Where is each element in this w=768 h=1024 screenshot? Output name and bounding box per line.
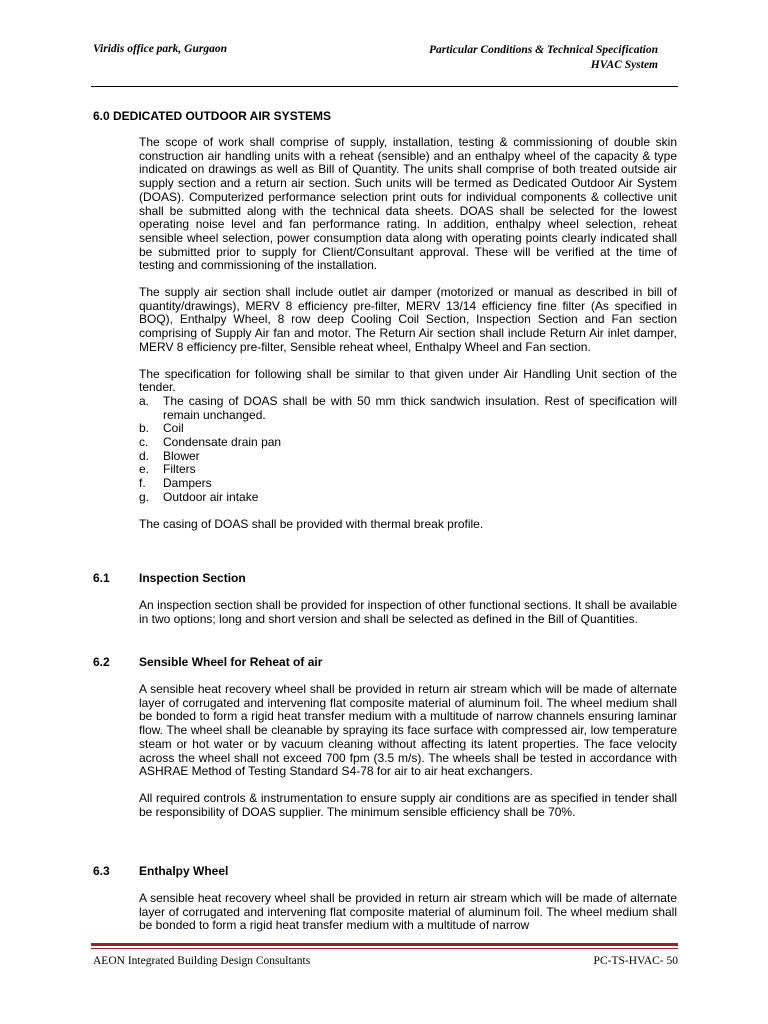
section-6-2-title: Sensible Wheel for Reheat of air — [139, 655, 323, 669]
list-item: f. Dampers — [139, 476, 212, 491]
header-right-line1: Particular Conditions & Technical Specification — [429, 44, 658, 56]
footer-rule-thin — [91, 948, 678, 949]
section-title: 6.0 DEDICATED OUTDOOR AIR SYSTEMS — [93, 109, 332, 123]
intro-paragraph-1: The scope of work shall comprise of supply, installation, testing & commissioning of double skin construction air handling units with a reheat (sensible) and an enthalpy wheel of the capacity & type indicated on drawings as well as Bill of Quantity. The units shall comprise of both treated outside air supply section and a return air section. Such units will be termed as Dedicated Outdoor Air System (DOAS). Computerized performance selection print outs for individual components & collective unit shall be submitted along with the technical data sheets. DOAS shall be selected for the lowest operating noise level and fan performance rating. In addition, enthalpy wheel selection, reheat sensible wheel selection, power consumption data along with operating points clearly indicated shall be submitted prior to supply for Client/Consultant approval. These will be verified at the time of testing and commissioning of the installation. — [139, 135, 677, 273]
section-6-1-paragraph: An inspection section shall be provided for inspection of other functional sections. It shall be available in two options; long and short version and shall be selected as defined in the Bill of Quantities. — [139, 598, 677, 626]
list-item: a. The casing of DOAS shall be with 50 mm thick sandwich insulation. Rest of specification will remain unchanged. — [139, 393, 677, 422]
header-project: Viridis office park, Gurgaon — [93, 43, 227, 55]
section-6-3-number: 6.3 — [93, 864, 110, 878]
footer-rule-thick — [91, 943, 678, 946]
section-6-3-title: Enthalpy Wheel — [139, 864, 229, 878]
intro-paragraph-3: The specification for following shall be similar to that given under Air Handling Unit section of the tender. — [139, 366, 677, 395]
section-6-1-title: Inspection Section — [139, 571, 246, 585]
section-6-1-number: 6.1 — [93, 571, 110, 585]
section-6-2-paragraph-1: A sensible heat recovery wheel shall be provided in return air stream which will be made of alternate layer of corrugated and intervening flat composite material of aluminum foil. The wheel medium shall be bonded to form a rigid heat transfer medium with a multitude of narrow channels ensuring laminar flow. The wheel shall be cleanable by spraying its face surface with compressed air, low temperature steam or hot water or by vacuum cleaning without affecting its latent properties. The face velocity across the wheel shall not exceed 700 fpm (3.5 m/s). The wheels shall be tested in accordance with ASHRAE Method of Testing Standard S4-78 for air to air heat exchangers. — [139, 682, 677, 779]
section-6-2-body — [139, 683, 677, 819]
footer-page-number: PC-TS-HVAC- 50 — [593, 955, 678, 967]
footer-company: AEON Integrated Building Design Consultants — [93, 955, 311, 967]
section-6-3-body — [139, 892, 677, 933]
header-document-title — [338, 43, 658, 73]
list-item: c. Condensate drain pan — [139, 435, 282, 450]
section-6-3-paragraph: A sensible heat recovery wheel shall be provided in return air stream which will be made of alternate layer of corrugated and intervening flat composite material of aluminum foil. The wheel medium shall be bonded to form a rigid heat transfer medium with a multitude of narrow — [139, 891, 677, 933]
section-6-2-number: 6.2 — [93, 655, 110, 669]
intro-paragraph-2: The supply air section shall include outlet air damper (motorized or manual as described in bill of quantity/drawings), MERV 8 efficiency pre-filter, MERV 13/14 efficiency fine filter (As specified in BOQ), Enthalpy Wheel, 8 row deep Cooling Coil Section, Inspection Section and Fan section comprising of Supply Air fan and motor. The Return Air section shall include Return Air inlet damper, MERV 8 efficiency pre-filter, Sensible reheat wheel, Enthalpy Wheel and Fan section. — [139, 285, 677, 354]
header-rule — [91, 86, 678, 87]
intro-block — [139, 136, 677, 531]
list-item: d. Blower — [139, 448, 200, 463]
section-6-2-paragraph-2: All required controls & instrumentation to ensure supply air conditions are as specified in tender shall be responsibility of DOAS supplier. The minimum sensible efficiency shall be 70%. — [139, 790, 677, 819]
list-item: g. Outdoor air intake — [139, 489, 259, 504]
list-item: e. Filters — [139, 462, 196, 477]
spec-list — [139, 395, 677, 505]
list-item: b. Coil — [139, 421, 184, 436]
header-right-line2: HVAC System — [590, 59, 658, 71]
intro-paragraph-4: The casing of DOAS shall be provided with thermal break profile. — [139, 516, 484, 531]
section-6-1-body — [139, 599, 677, 626]
